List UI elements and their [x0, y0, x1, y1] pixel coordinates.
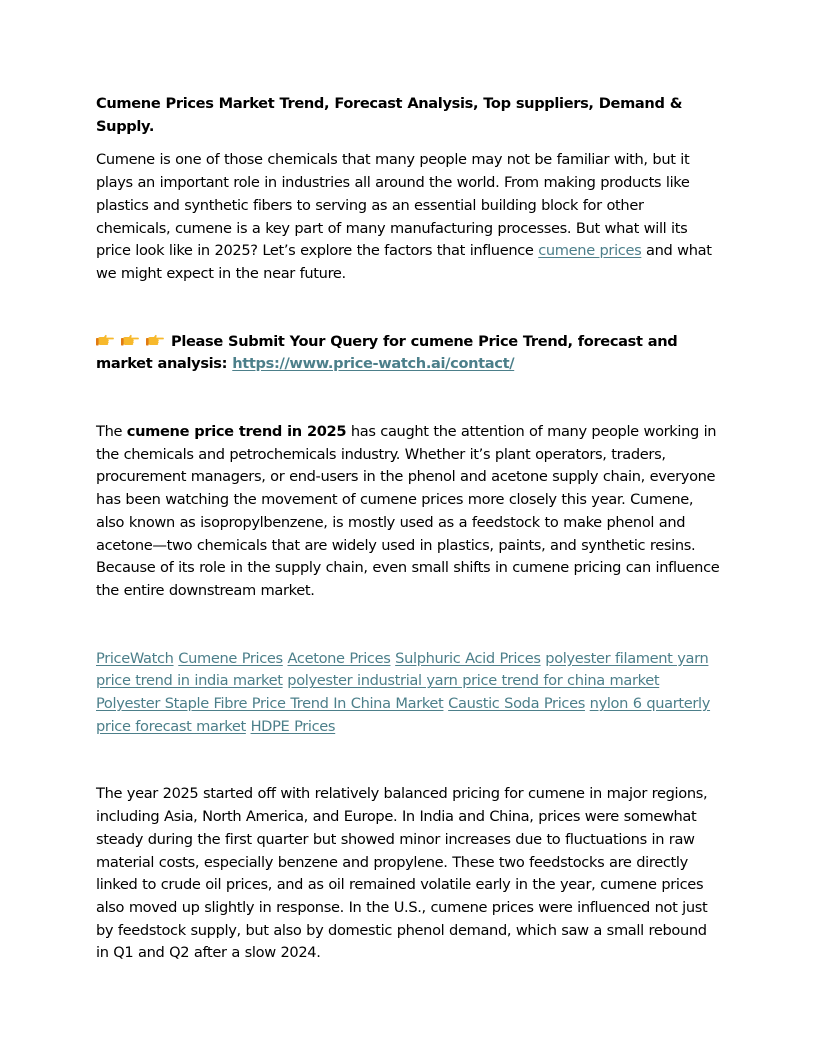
related-link-acetone-prices[interactable]: Acetone Prices: [287, 649, 391, 667]
intro-text: Cumene is one of those chemicals that many people may not be familiar with, but it plays an important role in industries all around the world. From making products like plastics and synthetic fibers to serving as an essential building block for other chemicals, cumene is a key part of many manufacturing processes. But what will its price look like in 2025? Let’s explore the factors that influence: [96, 151, 690, 260]
related-links: [96, 648, 720, 739]
contact-link[interactable]: https://www.price-watch.ai/contact/: [232, 355, 515, 373]
cumene-prices-link[interactable]: cumene prices: [538, 242, 642, 260]
trend-bold-phrase: cumene price trend in 2025: [126, 423, 347, 441]
spacer: [96, 286, 720, 331]
pointing-hand-icon: [146, 333, 165, 349]
related-link-caustic-soda-prices[interactable]: Caustic Soda Prices: [448, 695, 585, 713]
intro-paragraph: [96, 149, 720, 285]
trend-paragraph: [96, 421, 720, 603]
year-2025-paragraph: The year 2025 started off with relatively balanced pricing for cumene in major regions, including Asia, North America, and Europe. In India and China, prices were somewhat steady during the first quarter but showed minor increases due to fluctuations in raw material costs, especially benzene and propylene. These two feedstocks are directly linked to crude oil prices, and as oil remained volatile early in the year, cumene prices also moved up slightly in response. In the U.S., cumene prices were influenced not just by feedstock supply, but also by domestic phenol demand, which saw a small rebound in Q1 and Q2 after a slow 2024.: [96, 785, 708, 962]
related-link-polyester-industrial-yarn-china[interactable]: polyester industrial yarn price trend for china market: [287, 672, 660, 690]
spacer: [96, 738, 720, 783]
related-link-pricewatch[interactable]: PriceWatch: [96, 649, 174, 667]
spacer: [96, 603, 720, 648]
pointing-hand-icon: [121, 333, 140, 349]
query-callout-text: Please Submit Your Query for cumene Price Trend, forecast and market analysis:: [96, 332, 678, 373]
spacer: [96, 376, 720, 421]
related-link-sulphuric-acid-prices[interactable]: Sulphuric Acid Prices: [395, 649, 541, 667]
trend-text: has caught the attention of many people working in the chemicals and petrochemicals industry. Whether it’s plant operators, traders, procurement managers, or end-users in the phenol and acetone supply chain, everyone has been watching the movement of cumene prices more closely this year. Cumene, also known as isopropylbenzene, is mostly used as a feedstock to make phenol and acetone—two chemicals that are widely used in plastics, paints, and synthetic resins. Because of its role in the supply chain, even small shifts in cumene pricing can influence the entire downstream market.: [96, 423, 720, 599]
pointing-hand-icon: [96, 333, 115, 349]
trend-lead: The: [96, 423, 127, 441]
related-link-nylon-6-forecast[interactable]: nylon 6 quarterly price forecast market: [96, 695, 711, 735]
related-link-cumene-prices[interactable]: Cumene Prices: [178, 649, 283, 667]
query-callout: [96, 331, 720, 376]
related-link-polyester-staple-fibre-china[interactable]: Polyester Staple Fibre Price Trend In China Market: [96, 695, 444, 713]
document-title: Cumene Prices Market Trend, Forecast Analysis, Top suppliers, Demand & Supply.: [96, 95, 683, 135]
related-link-polyester-filament-yarn-india[interactable]: polyester filament yarn price trend in india market: [96, 649, 709, 690]
related-link-hdpe-prices[interactable]: HDPE Prices: [250, 717, 336, 735]
intro-text-end: and what we might expect in the near future.: [96, 242, 712, 282]
